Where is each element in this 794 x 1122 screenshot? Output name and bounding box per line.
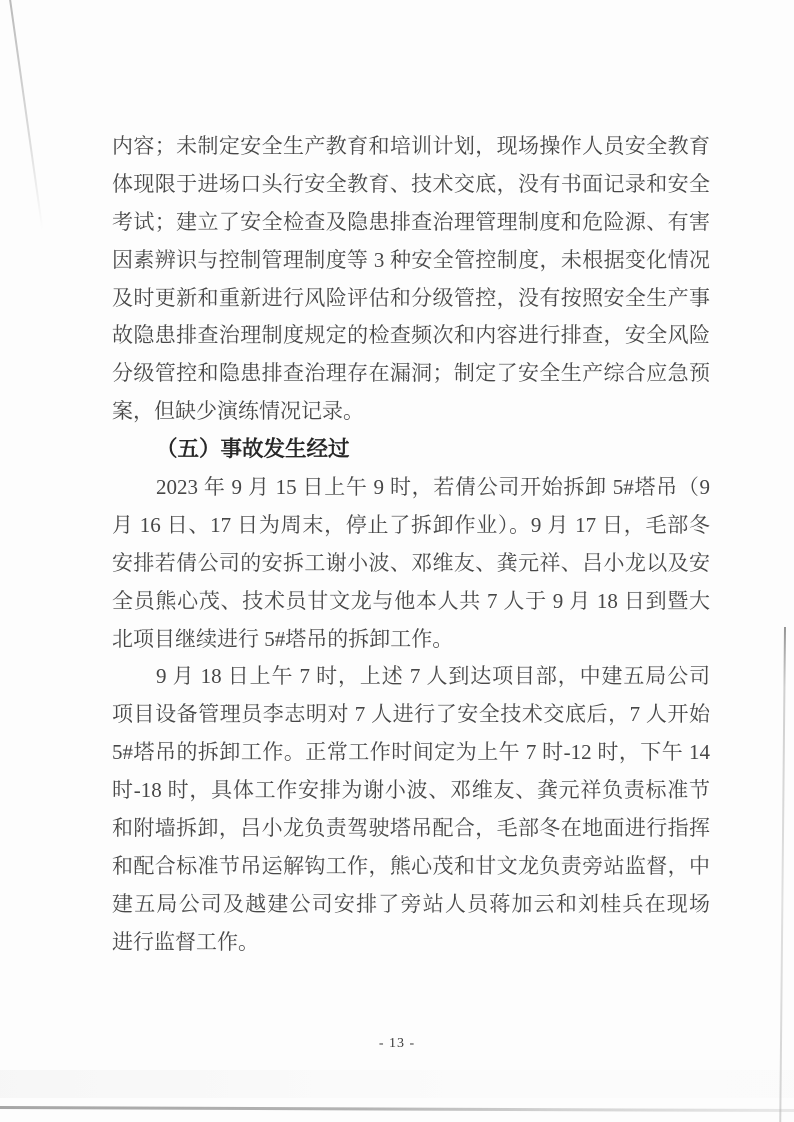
text-line: 月 16 日、17 日为周末，停止了拆卸作业）。9 月 17 日，毛部冬: [112, 512, 710, 537]
text-line: 进行监督工作。: [112, 929, 259, 954]
text-line: 和附墙拆卸，吕小龙负责驾驶塔吊配合，毛部冬在地面进行指挥: [112, 816, 710, 841]
text-line: 分级管控和隐患排查治理存在漏洞；制定了安全生产综合应急预: [112, 361, 710, 386]
text-line: 项目设备管理员李志明对 7 人进行了安全技术交底后，7 人开始: [112, 702, 710, 727]
text-line: 案，但缺少演练情况记录。: [112, 399, 364, 424]
scan-shadow-bottom: [0, 1106, 794, 1112]
text-line: 2023 年 9 月 15 日上午 9 时，若倩公司开始拆卸 5#塔吊（9: [156, 475, 710, 500]
text-line: 故隐患排查治理制度规定的检查频次和内容进行排查，安全风险: [112, 323, 710, 348]
section-heading: （五）事故发生经过: [156, 437, 350, 462]
text-line: 因素辨识与控制管理制度等 3 种安全管控制度，未根据变化情况: [112, 247, 710, 272]
text-line: 时-18 时，具体工作安排为谢小波、邓维友、龚元祥负责标准节: [112, 778, 710, 803]
text-line: 建五局公司及越建公司安排了旁站人员蒋加云和刘桂兵在现场: [112, 891, 710, 916]
text-line: 内容；未制定安全生产教育和培训计划，现场操作人员安全教育: [112, 134, 710, 158]
text-block: [112, 128, 710, 962]
text-line: 全员熊心茂、技术员甘文龙与他本人共 7 人于 9 月 18 日到暨大: [112, 588, 710, 613]
text-line: 安排若倩公司的安拆工谢小波、邓维友、龚元祥、吕小龙以及安: [112, 550, 710, 575]
text-line: 5#塔吊的拆卸工作。正常工作时间定为上午 7 时-12 时，下午 14: [112, 740, 710, 765]
text-line: 北项目继续进行 5#塔吊的拆卸工作。: [112, 626, 454, 651]
scan-smudge-bottom: [0, 1070, 794, 1098]
text-line: 体现限于进场口头行安全教育、技术交底，没有书面记录和安全: [112, 171, 710, 196]
text-line: 9 月 18 日上午 7 时，上述 7 人到达项目部，中建五局公司: [156, 664, 710, 689]
text-line: 和配合标准节吊运解钩工作，熊心茂和甘文龙负责旁站监督，中: [112, 853, 710, 878]
scan-edge-line-topleft: [8, 0, 43, 230]
page-number: - 13 -: [378, 1036, 416, 1051]
text-line: 及时更新和重新进行风险评估和分级管控，没有按照安全生产事: [112, 285, 710, 310]
text-line: 考试；建立了安全检查及隐患排查治理管理制度和危险源、有害: [112, 209, 710, 234]
